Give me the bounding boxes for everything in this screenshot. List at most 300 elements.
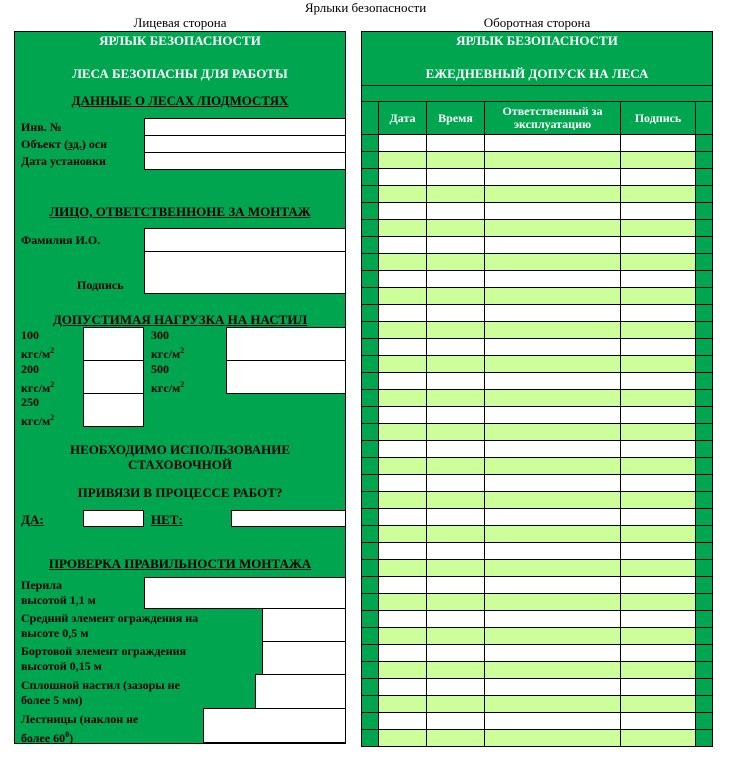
log-row — [362, 356, 713, 373]
log-row — [362, 662, 713, 679]
log-cell[interactable] — [485, 203, 621, 220]
log-row — [362, 305, 713, 322]
log-cell[interactable] — [427, 628, 485, 645]
log-cell[interactable] — [621, 288, 696, 305]
log-margin-cell — [362, 407, 379, 424]
log-cell[interactable] — [621, 475, 696, 492]
log-cell[interactable] — [485, 679, 621, 696]
log-margin-cell — [362, 339, 379, 356]
log-cell[interactable] — [427, 356, 485, 373]
log-margin-cell — [362, 135, 379, 152]
log-cell[interactable] — [379, 390, 427, 407]
log-margin-cell — [696, 135, 713, 152]
log-cell[interactable] — [621, 356, 696, 373]
log-cell[interactable] — [379, 577, 427, 594]
log-cell[interactable] — [621, 254, 696, 271]
log-margin-cell — [696, 662, 713, 679]
check-decking-field[interactable] — [255, 674, 346, 709]
log-margin-cell — [696, 288, 713, 305]
log-row — [362, 628, 713, 645]
log-cell[interactable] — [427, 594, 485, 611]
log-cell[interactable] — [379, 458, 427, 475]
log-cell[interactable] — [485, 237, 621, 254]
log-row — [362, 373, 713, 390]
log-cell[interactable] — [485, 135, 621, 152]
log-cell[interactable] — [621, 696, 696, 713]
log-margin-cell — [362, 152, 379, 169]
log-cell[interactable] — [427, 662, 485, 679]
log-cell[interactable] — [427, 645, 485, 662]
log-cell[interactable] — [485, 322, 621, 339]
log-margin-cell — [362, 322, 379, 339]
load-300-checkbox[interactable] — [226, 327, 346, 361]
log-cell[interactable] — [621, 373, 696, 390]
log-margin-cell — [696, 543, 713, 560]
log-cell[interactable] — [427, 220, 485, 237]
log-margin-cell — [696, 254, 713, 271]
log-row — [362, 509, 713, 526]
log-cell[interactable] — [379, 322, 427, 339]
back-header: ЯРЛЫК БЕЗОПАСНОСТИ — [456, 33, 618, 48]
scaffold-data-heading: ДАННЫЕ О ЛЕСАХ /ПОДМОСТЯХ — [71, 93, 289, 108]
log-cell[interactable] — [427, 254, 485, 271]
load-300-label: 300 кгс/$м^2$ — [151, 328, 185, 361]
load-200-checkbox[interactable] — [83, 360, 144, 394]
log-cell[interactable] — [427, 305, 485, 322]
log-cell[interactable] — [485, 696, 621, 713]
log-row — [362, 169, 713, 186]
log-row — [362, 611, 713, 628]
log-cell[interactable] — [379, 339, 427, 356]
log-margin-cell — [362, 220, 379, 237]
no-field[interactable] — [231, 510, 346, 527]
log-cell[interactable] — [427, 611, 485, 628]
log-margin-cell — [362, 696, 379, 713]
log-cell[interactable] — [379, 305, 427, 322]
log-margin-cell — [362, 526, 379, 543]
log-margin-cell — [696, 271, 713, 288]
log-cell[interactable] — [379, 611, 427, 628]
harness-question-line3: ПРИВЯЗИ В ПРОЦЕССЕ РАБОТ? — [77, 485, 283, 500]
log-margin-cell — [696, 169, 713, 186]
log-margin-cell — [362, 441, 379, 458]
log-cell[interactable] — [379, 169, 427, 186]
log-row — [362, 186, 713, 203]
log-row — [362, 713, 713, 730]
log-cell[interactable] — [427, 560, 485, 577]
log-cell[interactable] — [427, 373, 485, 390]
yes-label: ДА: — [21, 512, 44, 527]
log-cell[interactable] — [485, 373, 621, 390]
log-cell[interactable] — [379, 220, 427, 237]
log-cell[interactable] — [427, 713, 485, 730]
log-margin-cell — [696, 730, 713, 747]
log-cell[interactable] — [427, 577, 485, 594]
log-cell[interactable] — [621, 577, 696, 594]
log-cell[interactable] — [379, 186, 427, 203]
log-row — [362, 339, 713, 356]
log-cell[interactable] — [485, 662, 621, 679]
full-name-label: Фамилия И.О. — [21, 233, 101, 247]
object-field[interactable] — [144, 135, 346, 153]
log-row — [362, 220, 713, 237]
check-railing-field[interactable] — [144, 577, 346, 609]
log-cell[interactable] — [621, 220, 696, 237]
log-cell[interactable] — [485, 390, 621, 407]
log-margin-cell — [362, 254, 379, 271]
log-cell[interactable] — [621, 594, 696, 611]
log-cell[interactable] — [621, 560, 696, 577]
log-row — [362, 594, 713, 611]
log-margin-cell — [696, 390, 713, 407]
check-decking-label: Сплошной настил (зазоры не более 5 мм) — [21, 678, 180, 707]
log-margin-cell — [362, 305, 379, 322]
log-cell[interactable] — [427, 441, 485, 458]
log-margin-cell — [696, 713, 713, 730]
log-margin-cell — [362, 424, 379, 441]
log-cell[interactable] — [485, 220, 621, 237]
log-margin-cell — [362, 186, 379, 203]
log-margin-cell — [696, 102, 713, 135]
log-cell[interactable] — [621, 730, 696, 747]
log-row — [362, 730, 713, 747]
log-cell[interactable] — [427, 390, 485, 407]
log-cell[interactable] — [621, 458, 696, 475]
log-cell[interactable] — [485, 152, 621, 169]
load-200-label: 200 кгс/$м^2$ — [21, 362, 55, 395]
log-row — [362, 458, 713, 475]
log-cell[interactable] — [379, 254, 427, 271]
log-row — [362, 322, 713, 339]
log-cell[interactable] — [621, 203, 696, 220]
log-row — [362, 288, 713, 305]
log-margin-cell — [362, 628, 379, 645]
load-100-checkbox[interactable] — [83, 327, 144, 361]
front-header: ЯРЛЫК БЕЗОПАСНОСТИ — [99, 33, 261, 48]
log-margin-cell — [696, 679, 713, 696]
log-cell[interactable] — [621, 441, 696, 458]
log-cell[interactable] — [379, 135, 427, 152]
log-margin-cell — [696, 458, 713, 475]
log-cell[interactable] — [621, 271, 696, 288]
log-cell[interactable] — [485, 526, 621, 543]
log-cell[interactable] — [621, 186, 696, 203]
col-responsible: Ответственный за эксплуатацию — [485, 102, 621, 135]
log-cell[interactable] — [485, 339, 621, 356]
log-margin-cell — [362, 102, 379, 135]
col-date: Дата — [379, 102, 427, 135]
load-500-checkbox[interactable] — [226, 360, 346, 394]
log-margin-cell — [362, 271, 379, 288]
log-margin-cell — [696, 526, 713, 543]
log-cell[interactable] — [427, 237, 485, 254]
log-margin-cell — [362, 645, 379, 662]
log-margin-cell — [696, 305, 713, 322]
log-cell[interactable] — [379, 373, 427, 390]
log-margin-cell — [362, 373, 379, 390]
log-cell[interactable] — [427, 322, 485, 339]
log-cell[interactable] — [485, 254, 621, 271]
log-cell[interactable] — [485, 560, 621, 577]
log-margin-cell — [362, 713, 379, 730]
log-margin-cell — [696, 696, 713, 713]
log-margin-cell — [696, 152, 713, 169]
log-cell[interactable] — [621, 526, 696, 543]
log-cell[interactable] — [427, 475, 485, 492]
log-cell[interactable] — [379, 441, 427, 458]
log-cell[interactable] — [427, 679, 485, 696]
log-cell[interactable] — [621, 713, 696, 730]
check-heading: ПРОВЕРКА ПРАВИЛЬНОСТИ МОНТАЖА — [48, 556, 312, 571]
log-cell[interactable] — [485, 475, 621, 492]
log-cell[interactable] — [379, 424, 427, 441]
log-cell[interactable] — [379, 713, 427, 730]
log-cell[interactable] — [485, 407, 621, 424]
log-cell[interactable] — [427, 696, 485, 713]
log-row — [362, 492, 713, 509]
log-cell[interactable] — [621, 679, 696, 696]
log-cell[interactable] — [379, 526, 427, 543]
log-row — [362, 203, 713, 220]
log-cell[interactable] — [621, 322, 696, 339]
log-cell[interactable] — [379, 407, 427, 424]
log-row — [362, 696, 713, 713]
log-cell[interactable] — [379, 679, 427, 696]
signature-label: Подпись — [77, 278, 124, 292]
log-cell[interactable] — [379, 628, 427, 645]
log-margin-cell — [362, 611, 379, 628]
log-margin-cell — [696, 220, 713, 237]
log-row — [362, 424, 713, 441]
log-margin-cell — [696, 407, 713, 424]
log-cell[interactable] — [427, 152, 485, 169]
log-cell[interactable] — [427, 730, 485, 747]
log-cell[interactable] — [427, 288, 485, 305]
log-cell[interactable] — [379, 509, 427, 526]
log-cell[interactable] — [379, 356, 427, 373]
log-row — [362, 441, 713, 458]
log-cell[interactable] — [379, 152, 427, 169]
log-margin-cell — [696, 322, 713, 339]
log-margin-cell — [696, 339, 713, 356]
log-cell[interactable] — [379, 203, 427, 220]
log-cell[interactable] — [621, 237, 696, 254]
log-row — [362, 152, 713, 169]
log-cell[interactable] — [621, 135, 696, 152]
log-row — [362, 135, 713, 152]
log-cell[interactable] — [485, 713, 621, 730]
log-margin-cell — [696, 424, 713, 441]
log-margin-cell — [362, 288, 379, 305]
log-cell[interactable] — [379, 288, 427, 305]
back-side-label: Оборотная сторона — [483, 15, 591, 30]
log-cell[interactable] — [485, 271, 621, 288]
install-date-label: Дата установки — [21, 154, 106, 168]
log-cell[interactable] — [379, 271, 427, 288]
log-margin-cell — [362, 237, 379, 254]
log-row — [362, 645, 713, 662]
log-cell[interactable] — [427, 543, 485, 560]
front-side-label: Лицевая сторона — [133, 15, 227, 30]
log-margin-cell — [362, 662, 379, 679]
log-row — [362, 407, 713, 424]
log-margin-cell — [362, 169, 379, 186]
log-margin-cell — [362, 475, 379, 492]
check-ladder-field[interactable] — [203, 708, 346, 743]
log-margin-cell — [362, 356, 379, 373]
back-divider — [361, 85, 713, 86]
log-cell[interactable] — [427, 509, 485, 526]
check-toe-board-label: Бортовой элемент ограждения высотой 0,15 м — [21, 644, 187, 673]
signature-field[interactable] — [144, 251, 346, 294]
log-margin-cell — [362, 203, 379, 220]
object-label: Объект (зд.) оси — [21, 137, 108, 151]
log-margin-cell — [696, 645, 713, 662]
log-cell[interactable] — [379, 543, 427, 560]
log-margin-cell — [696, 628, 713, 645]
log-margin-cell — [696, 611, 713, 628]
log-cell[interactable] — [485, 458, 621, 475]
log-row — [362, 475, 713, 492]
log-cell[interactable] — [485, 645, 621, 662]
log-row — [362, 390, 713, 407]
daily-log-table — [361, 101, 713, 747]
log-cell[interactable] — [485, 424, 621, 441]
log-margin-cell — [362, 390, 379, 407]
log-cell[interactable] — [485, 305, 621, 322]
log-cell[interactable] — [427, 186, 485, 203]
front-subheader: ЛЕСА БЕЗОПАСНЫ ДЛЯ РАБОТЫ — [72, 66, 288, 81]
install-date-field[interactable] — [144, 152, 346, 170]
log-cell[interactable] — [485, 611, 621, 628]
load-250-label: 250 кгс/$м^2$ — [21, 395, 55, 428]
log-margin-cell — [696, 203, 713, 220]
log-cell[interactable] — [621, 407, 696, 424]
log-cell[interactable] — [427, 203, 485, 220]
back-subheader: ЕЖЕДНЕВНЫЙ ДОПУСК НА ЛЕСА — [425, 66, 649, 81]
log-margin-cell — [362, 509, 379, 526]
log-cell[interactable] — [379, 662, 427, 679]
log-margin-cell — [362, 543, 379, 560]
log-cell[interactable] — [379, 645, 427, 662]
log-cell[interactable] — [379, 237, 427, 254]
log-row — [362, 543, 713, 560]
no-label: НЕТ: — [151, 512, 183, 527]
log-cell[interactable] — [485, 441, 621, 458]
check-middle-rail-field[interactable] — [262, 608, 346, 642]
log-cell[interactable] — [621, 492, 696, 509]
log-cell[interactable] — [485, 492, 621, 509]
log-margin-cell — [696, 577, 713, 594]
log-cell[interactable] — [485, 543, 621, 560]
log-cell[interactable] — [427, 339, 485, 356]
load-heading: ДОПУСТИМАЯ НАГРУЗКА НА НАСТИЛ — [52, 312, 308, 327]
log-cell[interactable] — [485, 288, 621, 305]
log-cell[interactable] — [485, 509, 621, 526]
col-signature: Подпись — [621, 102, 696, 135]
log-row — [362, 254, 713, 271]
log-row — [362, 679, 713, 696]
log-margin-cell — [696, 560, 713, 577]
log-cell[interactable] — [621, 390, 696, 407]
log-cell[interactable] — [379, 560, 427, 577]
log-margin-cell — [362, 679, 379, 696]
log-cell[interactable] — [621, 611, 696, 628]
log-margin-cell — [696, 475, 713, 492]
log-cell[interactable] — [621, 543, 696, 560]
log-cell[interactable] — [621, 424, 696, 441]
log-cell[interactable] — [621, 509, 696, 526]
log-cell[interactable] — [485, 577, 621, 594]
log-row — [362, 237, 713, 254]
log-margin-cell — [362, 594, 379, 611]
page-title: Ярлыки безопасности — [304, 0, 427, 15]
log-cell[interactable] — [621, 169, 696, 186]
log-cell[interactable] — [379, 730, 427, 747]
inv-no-field[interactable] — [144, 118, 346, 136]
log-cell[interactable] — [621, 662, 696, 679]
log-cell[interactable] — [621, 628, 696, 645]
log-cell[interactable] — [427, 424, 485, 441]
log-cell[interactable] — [621, 339, 696, 356]
log-cell[interactable] — [379, 475, 427, 492]
log-margin-cell — [362, 730, 379, 747]
log-cell[interactable] — [485, 730, 621, 747]
log-cell[interactable] — [379, 696, 427, 713]
log-cell[interactable] — [427, 407, 485, 424]
yes-field[interactable] — [83, 510, 144, 527]
load-100-label: 100 кгс/$м^2$ — [21, 328, 55, 361]
log-cell[interactable] — [427, 169, 485, 186]
log-cell[interactable] — [427, 271, 485, 288]
check-ladder-label: Лестницы (наклон не более $60^0$) — [21, 712, 139, 745]
log-cell[interactable] — [485, 186, 621, 203]
log-cell[interactable] — [621, 645, 696, 662]
log-cell[interactable] — [427, 458, 485, 475]
log-cell[interactable] — [485, 594, 621, 611]
log-margin-cell — [362, 492, 379, 509]
log-margin-cell — [362, 577, 379, 594]
log-cell[interactable] — [379, 492, 427, 509]
log-cell[interactable] — [427, 526, 485, 543]
load-250-checkbox[interactable] — [83, 393, 144, 427]
log-cell[interactable] — [427, 135, 485, 152]
responsible-heading: ЛИЦО, ОТВЕТСТВЕННОНЕ ЗА МОНТАЖ — [49, 204, 311, 219]
log-margin-cell — [362, 458, 379, 475]
full-name-field[interactable] — [144, 228, 346, 252]
log-margin-cell — [696, 509, 713, 526]
log-margin-cell — [696, 492, 713, 509]
log-cell[interactable] — [485, 628, 621, 645]
log-row — [362, 577, 713, 594]
log-margin-cell — [696, 186, 713, 203]
log-cell[interactable] — [427, 492, 485, 509]
log-margin-cell — [696, 237, 713, 254]
log-margin-cell — [362, 560, 379, 577]
log-margin-cell — [696, 594, 713, 611]
col-time: Время — [427, 102, 485, 135]
log-row — [362, 271, 713, 288]
log-cell[interactable] — [621, 305, 696, 322]
log-cell[interactable] — [485, 169, 621, 186]
log-row — [362, 526, 713, 543]
log-margin-cell — [696, 356, 713, 373]
log-cell[interactable] — [485, 356, 621, 373]
log-margin-cell — [696, 373, 713, 390]
log-cell[interactable] — [621, 152, 696, 169]
log-cell[interactable] — [379, 594, 427, 611]
check-toe-board-field[interactable] — [262, 641, 346, 675]
